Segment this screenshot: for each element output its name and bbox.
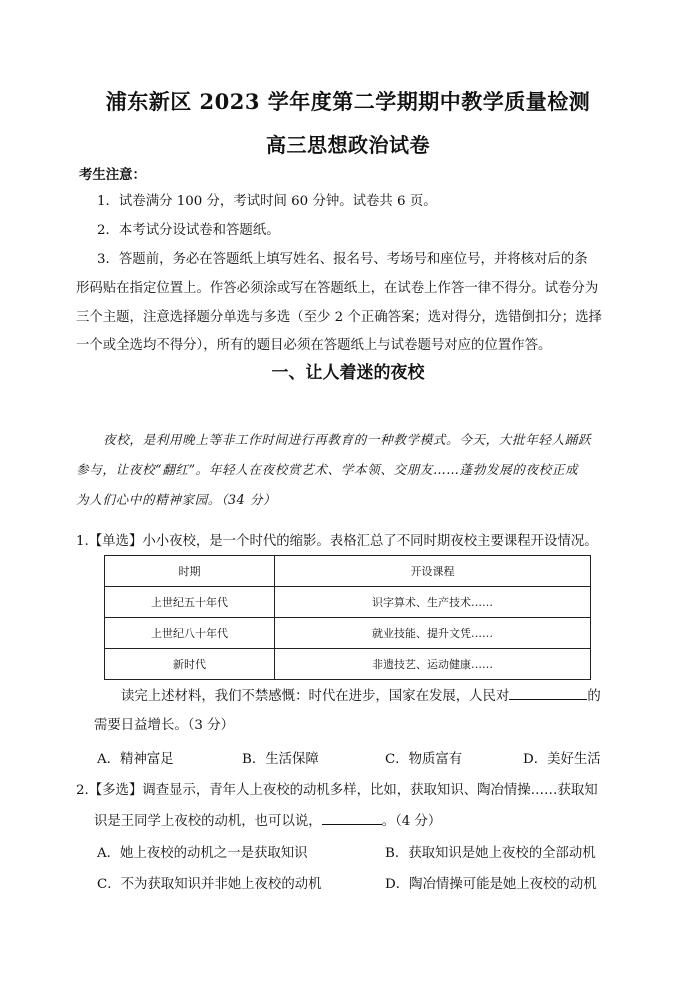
question-1-text-a-end: 的 xyxy=(587,689,601,704)
q2-option-d[interactable]: D．陶冶情操可能是她上夜校的动机 xyxy=(385,877,597,892)
section-intro-line-2: 参与，让夜校“翻红”。年轻人在夜校赏艺术、学本领、交朋友……蓬勃发展的夜校正成 xyxy=(76,462,579,477)
table-row xyxy=(105,587,591,618)
table-cell-period: 上世纪五十年代 xyxy=(105,587,275,618)
notice-item-1: 1．试卷满分 100 分，考试时间 60 分钟。试卷共 6 页。 xyxy=(97,194,437,209)
exam-title: 浦东新区 2023 学年度第二学期期中教学质量检测 xyxy=(105,89,591,114)
q1-option-c[interactable]: C．物质富有 xyxy=(385,752,463,767)
q1-option-b[interactable]: B．生活保障 xyxy=(242,752,319,767)
question-2-stem: 2.【多选】调查显示，青年人上夜校的动机多样，比如，获取知识、陶冶情操……获取知 xyxy=(76,783,598,798)
table-header-courses: 开设课程 xyxy=(275,556,591,587)
course-table xyxy=(104,555,591,680)
table-cell-courses: 非遗技艺、运动健康…… xyxy=(275,649,591,680)
notice-item-3-line3: 三个主题，注意选择题分单选与多选（至少 2 个正确答案；选对得分，选错倒扣分；选择 xyxy=(76,310,602,325)
answer-blank[interactable] xyxy=(509,687,587,700)
question-2-text-b: 。（4 分） xyxy=(381,814,442,829)
table-header-row xyxy=(105,556,591,587)
q2-option-a[interactable]: A．她上夜校的动机之一是获取知识 xyxy=(97,846,308,861)
exam-subtitle: 高三思想政治试卷 xyxy=(266,133,430,157)
q1-option-d[interactable]: D．美好生活 xyxy=(523,752,601,767)
section-intro-line-3: 为人们心中的精神家园。（34 分） xyxy=(76,492,277,507)
section-title: 一、让人着迷的夜校 xyxy=(271,363,425,383)
section-intro-line-1: 夜校，是利用晚上等非工作时间进行再教育的一种教学模式。今天，大批年轻人踊跃 xyxy=(103,432,592,447)
q2-option-b[interactable]: B．获取知识是她上夜校的全部动机 xyxy=(385,846,596,861)
notice-item-3: 3．答题前，务必在答题纸上填写姓名、报名号、考场号和座位号，并将核对后的条 xyxy=(97,252,588,267)
table-cell-courses: 识字算术、生产技术…… xyxy=(275,587,591,618)
table-header-period: 时期 xyxy=(105,556,275,587)
notice-item-3-line4: 一个或全选均不得分），所有的题目必须在答题纸上与试卷题号对应的位置作答。 xyxy=(76,338,552,353)
table-cell-courses: 就业技能、提升文凭…… xyxy=(275,618,591,649)
notice-item-2: 2．本考试分设试卷和答题纸。 xyxy=(97,223,280,238)
notice-item-3-line2: 形码贴在指定位置上。作答必须涂或写在答题纸上，在试卷上作答一律不得分。试卷分为 xyxy=(76,281,599,296)
table-row xyxy=(105,649,591,680)
question-1-text-a: 读完上述材料，我们不禁感慨：时代在进步，国家在发展，人民对 xyxy=(121,689,510,704)
question-1-stem: 1.【单选】小小夜校，是一个时代的缩影。表格汇总了不同时期夜校主要课程开设情况。 xyxy=(76,534,598,549)
table-row xyxy=(105,618,591,649)
answer-blank[interactable] xyxy=(322,812,382,825)
table-cell-period: 上世纪八十年代 xyxy=(105,618,275,649)
question-2-stem-line2 xyxy=(94,810,441,829)
notice-label: 考生注意： xyxy=(79,167,146,183)
table-cell-period: 新时代 xyxy=(105,649,275,680)
question-1-text-b: 需要日益增长。（3 分） xyxy=(94,718,234,733)
q2-option-c[interactable]: C．不为获取知识并非她上夜校的动机 xyxy=(97,877,322,892)
question-2-text-a: 识是王同学上夜校的动机，也可以说， xyxy=(94,814,322,829)
question-1-text xyxy=(121,685,601,704)
q1-option-a[interactable]: A．精神富足 xyxy=(97,752,174,767)
